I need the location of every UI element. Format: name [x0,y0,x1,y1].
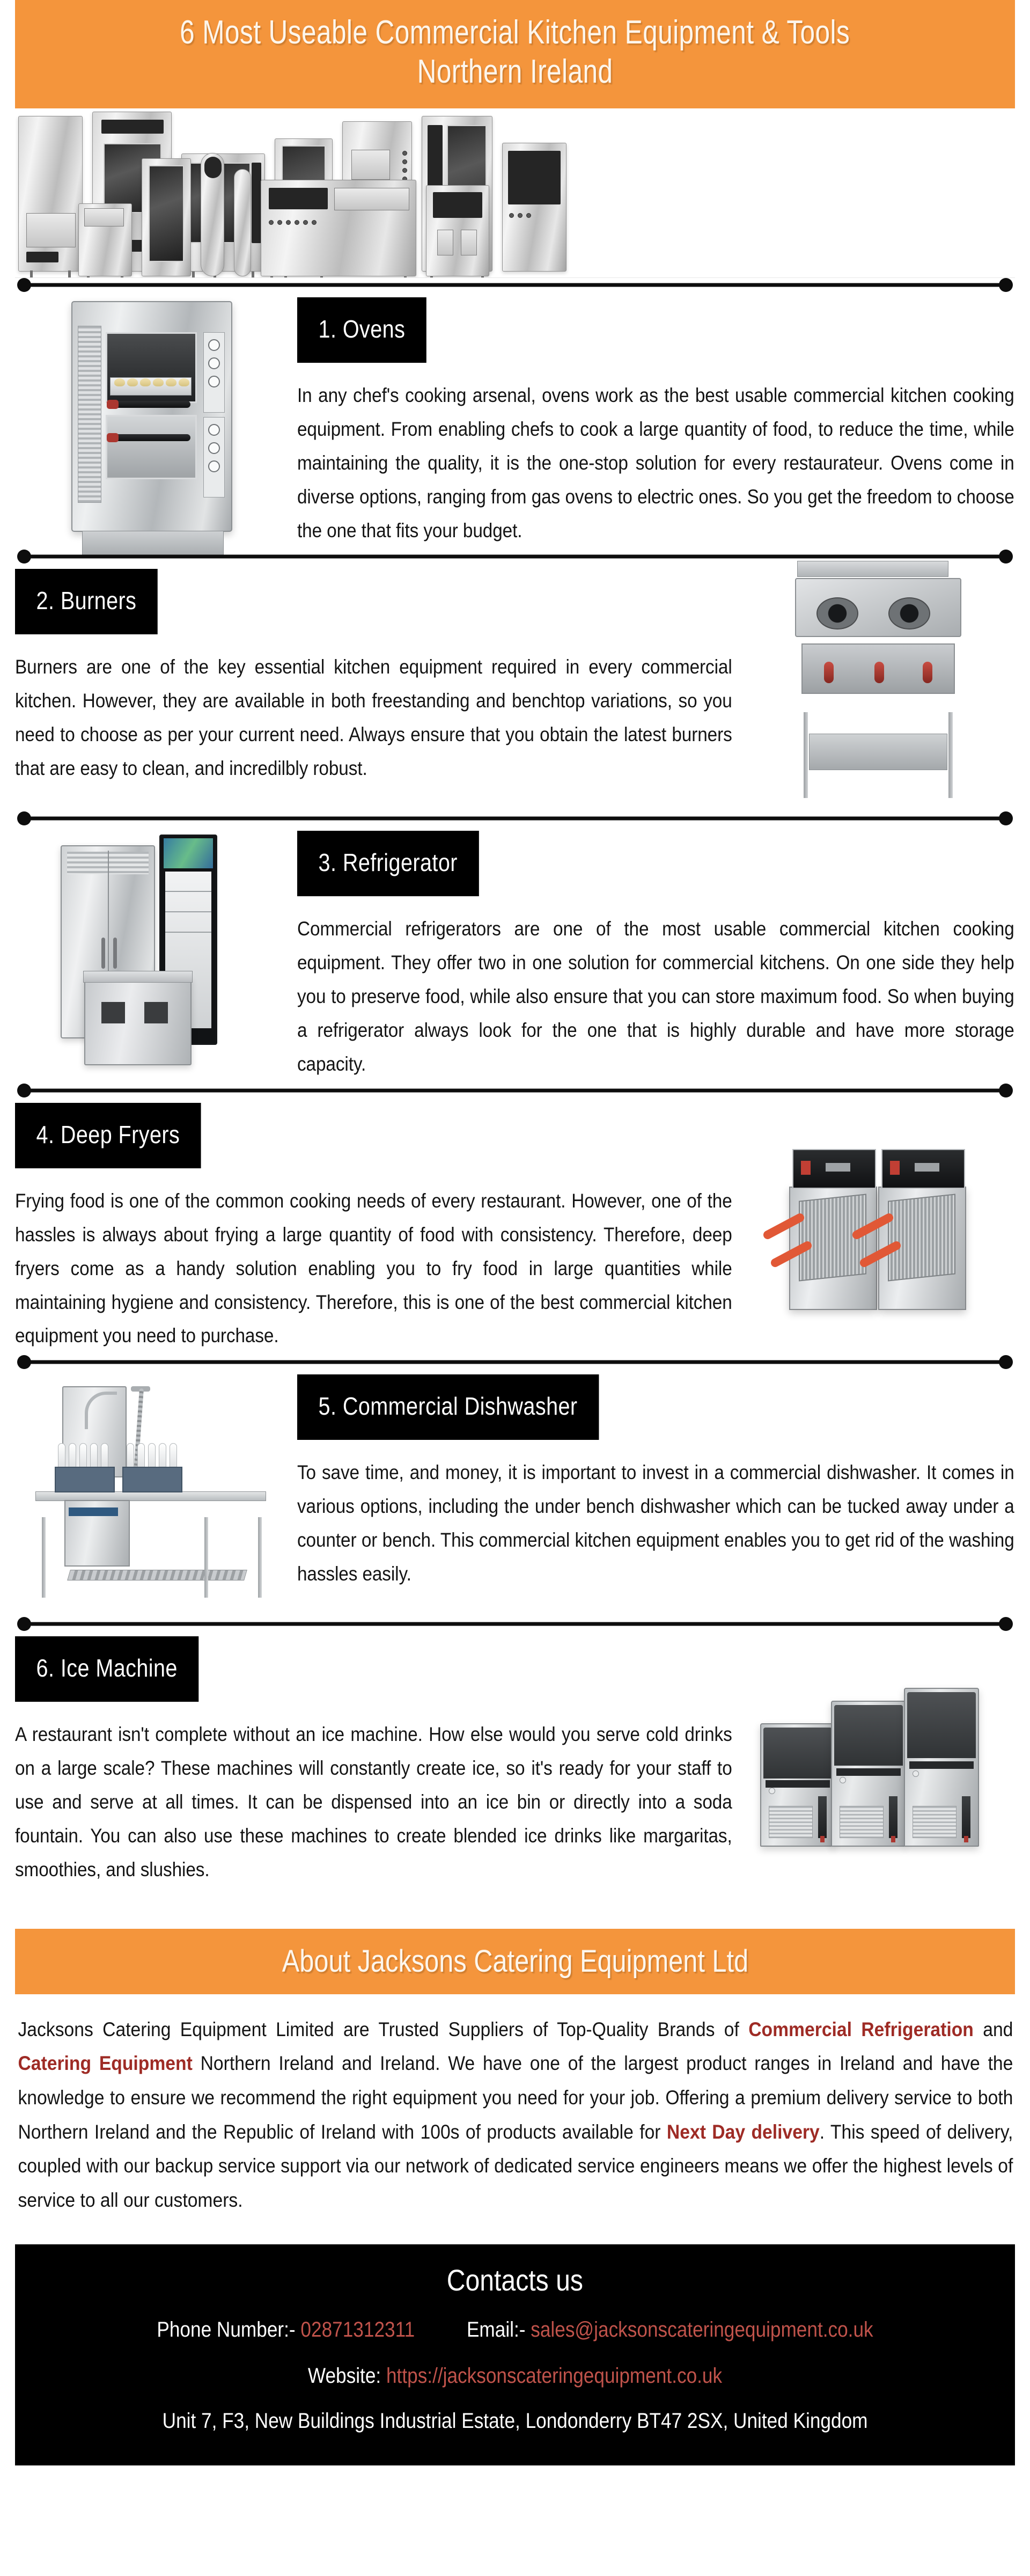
about-text-part-3: Northern Ireland and Ireland. We have one of the largest product ranges in Ireland and have the knowledge to ensure we recommend the right equipment you need for your job. Offering a premium delivery service to both Northern Ireland and the Republic of Ireland with 100s of products available for [18,2052,1013,2143]
deep-fryer-illustration [782,1109,975,1335]
deep-fryers-image [741,1101,1015,1343]
about-paragraph [15,1994,1016,2218]
about-text-part-1: Jacksons Catering Equipment Limited are Trusted Suppliers of Top-Quality Brands of [18,2018,749,2040]
collage-immersion-blender-icon [234,169,251,276]
divider-dot-right [999,1084,1013,1097]
collage-espresso-machine-icon [426,185,489,276]
burners-body-text: Burners are one of the key essential kitchen equipment required in every commercial kitchen. However, they are available in both freestanding and benchtop variations, so you need to choose as per your current need. Always ensure that you obtain the latest burners that are easy to clean, and incredilbly robust. [15,656,732,780]
ice-machine-illustration [760,1664,996,1847]
deep-fryers-body-text: Frying food is one of the common cooking needs of every restaurant. However, one of the hassles is always about frying a large quantity of food with consistency. Therefore, deep fryers come as a handy solution enabling you to fry food in large quantities while maintaining hygiene and consistency. Therefore, this is one of the best commercial kitchen equipment you need to purchase. [15,1189,732,1347]
section-title-burners: 2. Burners [15,569,158,634]
dishwasher-illustration [31,1386,273,1601]
phone-label: Phone Number:- [157,2317,296,2341]
collage-dishwasher-tall-icon [18,116,83,272]
header-banner [15,0,1015,108]
divider-dot-right [999,811,1013,825]
section-title-ovens: 1. Ovens [297,297,426,363]
collage-range-cooker-icon [502,143,566,272]
ovens-content [297,295,1015,547]
divider-dot-right [999,550,1013,564]
deep-fryers-title-wrap [15,1103,733,1168]
about-banner-title: About Jacksons Catering Equipment Ltd [282,1944,748,1979]
website-label: Website: [307,2363,381,2388]
ice-machine-content [15,1634,733,1886]
page-title-line-2: Northern Ireland [417,53,613,90]
page-title-line-1: 6 Most Useable Commercial Kitchen Equipment & Tools [180,13,850,51]
divider-bar [25,283,1005,287]
divider-bar [25,555,1005,559]
about-banner [15,1929,1015,1994]
section-title-deep-fryers: 4. Deep Fryers [15,1103,201,1168]
deep-fryers-content [15,1101,733,1353]
refrigerator-content [297,829,1015,1081]
hero-equipment-collage [15,108,1015,278]
dishwasher-content [297,1372,1015,1591]
burners-content [15,567,733,786]
divider-bar [25,1622,1005,1626]
email-value[interactable]: sales@jacksonscateringequipment.co.uk [531,2317,873,2341]
section-refrigerator [15,825,1015,1083]
collage-meat-mincer-icon [78,203,132,276]
burners-title-wrap [15,569,733,634]
about-text-part-2: and [973,2018,1013,2040]
phone-value[interactable]: 02871312311 [300,2317,415,2341]
dishwasher-image [15,1372,289,1615]
ovens-image [15,295,289,538]
refrigerator-title-wrap [297,831,1015,896]
dishwasher-title-wrap [297,1374,1015,1440]
collage-blast-chiller-icon [142,158,191,276]
section-burners [15,564,1015,811]
refrigerator-image [15,829,289,1071]
divider-dot-right [999,278,1013,292]
section-ovens [15,292,1015,550]
deck-oven-illustration [71,301,232,532]
ice-machine-title-wrap [15,1636,733,1702]
collage-row-bottom [78,153,489,276]
divider-bar [25,1360,1005,1364]
ovens-body-text: In any chef's cooking arsenal, ovens work as the best usable commercial kitchen cooking equipment. From enabling chefs to cook a large quantity of food, to reduce the time, while maintaining the quality, it is the one-stop solution for every restaurateur. Ovens come in diverse options, ranging from gas ovens to electric ones. So you get the freedom to choose the one that fits your budget. [297,384,1014,541]
about-highlight-next-day-delivery[interactable]: Next Day delivery [666,2120,820,2143]
divider-dot-right [999,1617,1013,1631]
section-divider-3 [17,811,1013,825]
about-highlight-catering-equipment[interactable]: Catering Equipment [18,2052,193,2075]
collage-stick-blender-icon [201,153,224,276]
divider-bar [25,1088,1005,1092]
section-title-ice-machine: 6. Ice Machine [15,1636,198,1702]
contacts-title: Contacts us [446,2263,584,2297]
section-divider-4 [17,1084,1013,1097]
contacts-address: Unit 7, F3, New Buildings Industrial Estate, Londonderry BT47 2SX, United Kingdom [162,2409,868,2433]
ice-machine-body-text: A restaurant isn't complete without an ice machine. How else would you serve cold drinks on a large scale? These machines will constantly create ice, so it's ready for your staff to use and serve at all times. It can be dispensed into an ice bin or directly into a soda fountain. You can also use these machines to create blended ice drinks like margaritas, smoothies, and slushies. [15,1723,732,1880]
contacts-row-phone-email [94,2317,936,2343]
section-divider-6 [17,1617,1013,1631]
dishwasher-body-text: To save time, and money, it is important to invest in a commercial dishwasher. It comes in various options, including the under bench dishwasher which can be tucked away under a counter or bench. This commercial kitchen equipment enables you to get rid of the washing hassles easily. [297,1461,1014,1585]
section-commercial-dishwasher [15,1369,1015,1617]
email-label: Email:- [466,2317,526,2341]
burners-image [741,567,1015,809]
section-deep-fryers [15,1097,1015,1355]
ovens-title-wrap [297,297,1015,363]
section-divider-1 [17,278,1013,292]
section-ice-machine [15,1631,1015,1889]
about-text-part-4: . This speed of delivery, coupled with our backup service support via our network of dedicated service engineers means we offer the highest levels of service to all our customers. [18,2120,1013,2211]
website-value[interactable]: https://jacksonscateringequipment.co.uk [386,2363,723,2388]
section-title-refrigerator: 3. Refrigerator [297,831,479,896]
divider-bar [25,817,1005,821]
collage-cooking-range-line-icon [261,180,416,276]
contacts-row-website [94,2363,936,2389]
refrigerator-illustration [61,835,243,1065]
about-highlight-commercial-refrigeration[interactable]: Commercial Refrigeration [748,2018,974,2040]
section-title-commercial-dishwasher: 5. Commercial Dishwasher [297,1374,599,1440]
contacts-section [15,2244,1015,2465]
section-divider-5 [17,1355,1013,1369]
divider-dot-right [999,1355,1013,1369]
ice-machine-image [741,1634,1015,1877]
email-group [467,2317,873,2343]
gas-burner-illustration [790,573,967,803]
refrigerator-body-text: Commercial refrigerators are one of the most usable commercial kitchen cooking equipment. They offer two in one solution for commercial kitchens. On one side they help you to preserve food, while also ensure that you can store maximum food. So when buying a refrigerator always look for the one that is highly durable and have more storage capacity. [297,918,1014,1075]
phone-group [157,2317,415,2343]
